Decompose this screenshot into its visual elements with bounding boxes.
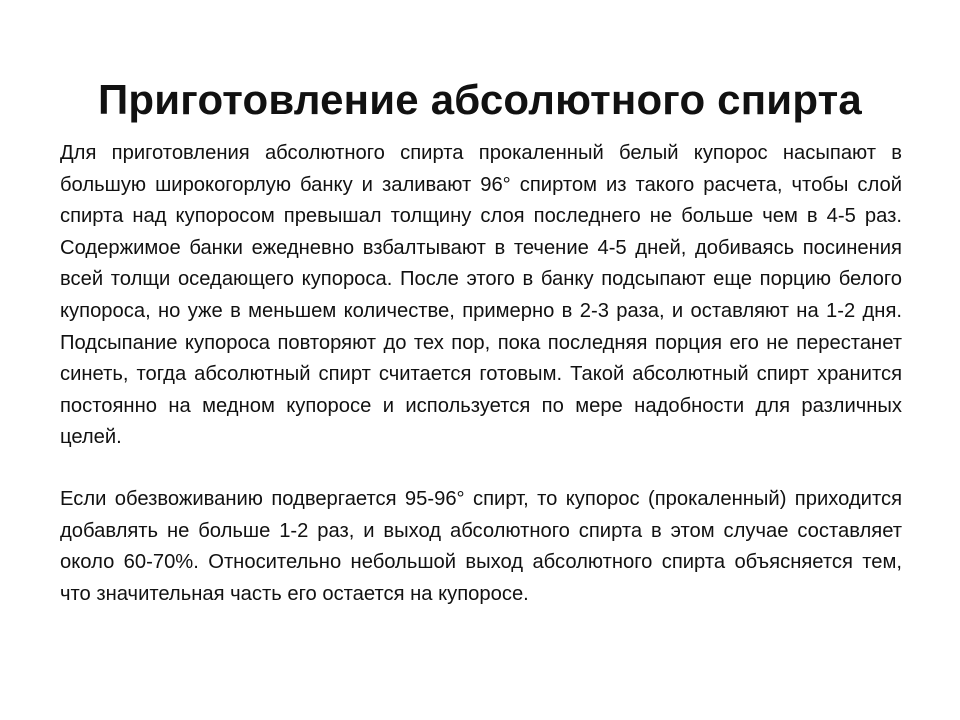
paragraph-dehydration-yield: Если обезвоживанию подвергается 95-96° спирт, то купорос (прокаленный) приходится добавлять не больше 1-2 раз, и выход абсолютного спирта в этом случае составляет около 60-70%. Относительно небольшой выход абсолютного спирта объясняется тем, что значительная часть его остается на купоросе. — [60, 487, 902, 605]
paragraph-preparation: Для приготовления абсолютного спирта прокаленный белый купорос насыпают в большую широкогорлую банку и заливают 96° спиртом из такого расчета, чтобы слой спирта над купоросом превышал толщину слоя последнего не больше чем в 4-5 раз. Содержимое банки ежедневно взбалтывают в течение 4-5 дней, добиваясь посинения всей толщи оседающего купороса. После этого в банку подсыпают еще порцию белого купороса, но уже в меньшем количестве, примерно в 2-3 раза, и оставляют на 1-2 дня. Подсыпание купороса повторяют до тех пор, пока последняя порция его не перестанет синеть, тогда абсолютный спирт считается готовым. Такой абсолютный спирт хранится постоянно на медном купоросе и используется по мере надобности для различных целей. — [60, 142, 902, 449]
slide-body — [60, 138, 902, 610]
slide-title: Приготовление абсолютного спирта — [98, 76, 862, 123]
